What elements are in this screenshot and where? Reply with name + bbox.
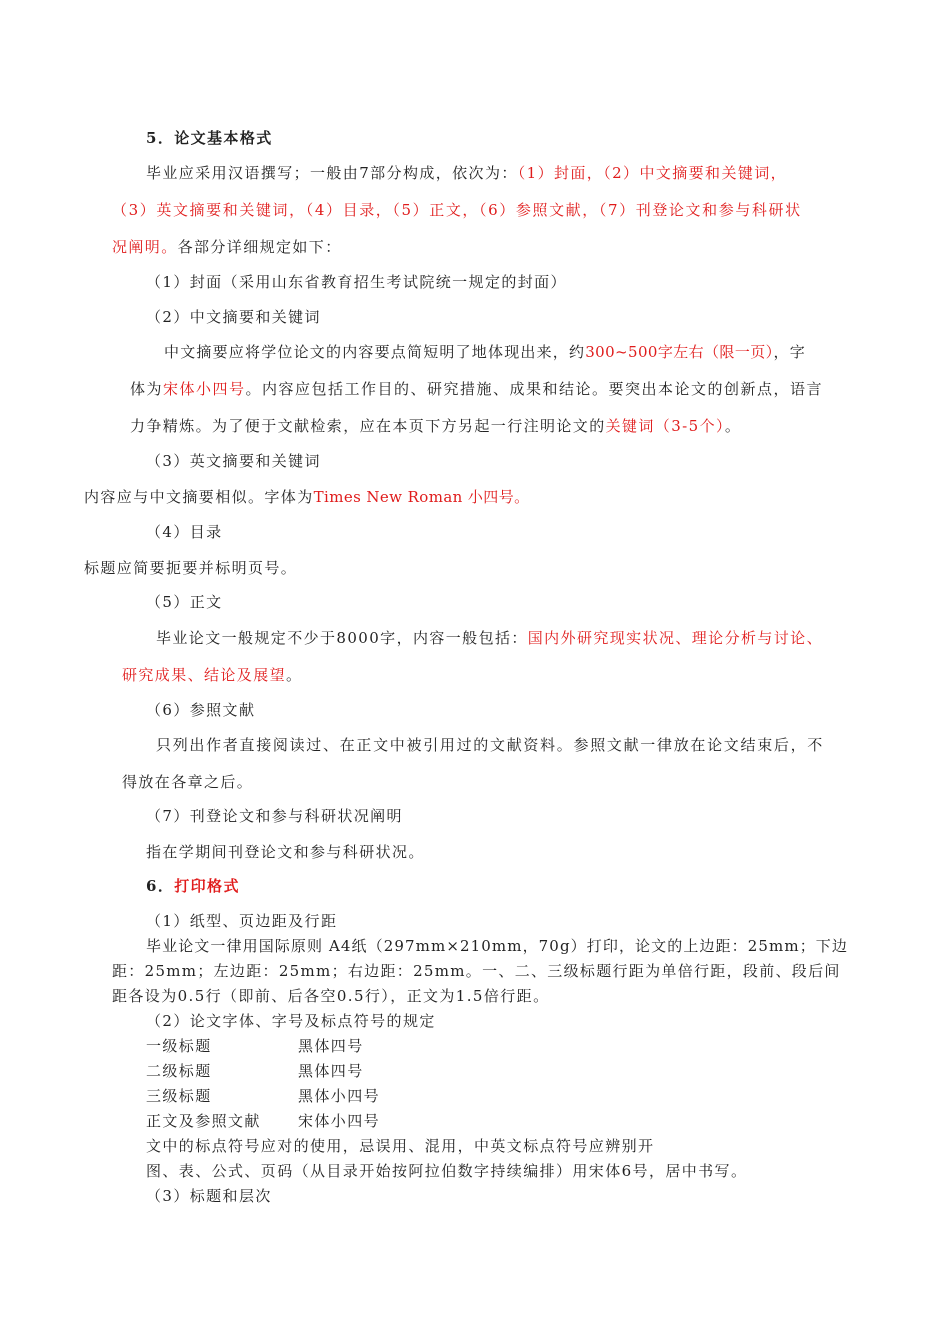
punct-text: 文中的标点符号应对的使用，忌误用、混用，中英文标点符号应辨别开 [146, 1137, 655, 1155]
sec5-intro-line-2: （3）英文摘要和关键词，（4）目录，（5）正文，（6）参照文献，（7）刊登论文和参与科研状 [112, 201, 802, 219]
cn-abstract-text-4: 。内容应包括工作目的、研究措施、成果和结论。要突出本论文的创新点，语言 [245, 380, 824, 398]
font-row-value: 宋体小四号 [298, 1112, 381, 1130]
body-text: 毕业论文一般规定不少于8000字，内容一般包括： [156, 629, 528, 647]
paper-line-1: 毕业论文一律用国际原则 A4纸（297mm×210mm，70g）打印，论文的上边距：25mm；下边 [146, 937, 848, 955]
font-row-label: 三级标题 [146, 1087, 212, 1105]
pubs-text: 指在学期间刊登论文和参与科研状况。 [146, 843, 425, 861]
cn-abstract-title: （2）中文摘要和关键词 [146, 308, 321, 326]
en-abstract-text: 内容应与中文摘要相似。字体为 [84, 488, 314, 506]
pubs-title: （7）刊登论文和参与科研状况阐明 [146, 807, 403, 825]
en-abstract-font: Times New Roman 小四号。 [313, 488, 530, 506]
font-row-label: 一级标题 [146, 1037, 212, 1055]
section-6-heading [146, 876, 240, 896]
font-row-value: 黑体小四号 [298, 1087, 381, 1105]
body-line-2 [122, 665, 302, 685]
font-row-label: 正文及参照文献 [146, 1112, 261, 1130]
body-text-end: 。 [286, 666, 303, 684]
cover-item: （1）封面（采用山东省教育招生考试院统一规定的封面） [146, 273, 567, 291]
intro-highlight-end: 况阐明。 [112, 238, 178, 256]
en-abstract-title: （3）英文摘要和关键词 [146, 452, 321, 470]
section-6-number: 6． [146, 877, 175, 895]
toc-title: （4）目录 [146, 523, 223, 541]
body-highlight: 国内外研究现实状况、理论分析与讨论、 [527, 629, 823, 647]
cn-abstract-line-2 [130, 379, 823, 399]
section-6-title: 打印格式 [174, 877, 240, 895]
cn-abstract-keywords: 关键词（3-5个） [605, 417, 725, 435]
body-highlight-2: 研究成果、结论及展望 [122, 666, 287, 684]
fonts-title: （2）论文字体、字号及标点符号的规定 [146, 1012, 436, 1030]
cn-abstract-text-6: 。 [724, 417, 742, 435]
cn-abstract-line-1 [164, 342, 806, 362]
paper-line-2: 距：25mm；左边距：25mm；右边距：25mm。一、二、三级标题行距为单倍行距，段前、段后间 [112, 962, 841, 980]
body-line-1 [156, 628, 823, 648]
paper-line-3: 距各设为0.5行（即前、后各空0.5行），正文为1.5倍行距。 [112, 987, 550, 1005]
en-abstract-line [84, 487, 530, 507]
cn-abstract-length: 300~500字左右（限一页） [585, 343, 774, 361]
cn-abstract-text-5: 力争精炼。为了便于文献检索，应在本页下方另起一行注明论文的 [130, 417, 606, 435]
body-title: （5）正文 [146, 593, 223, 611]
cn-abstract-text-3: 体为 [130, 380, 164, 398]
cn-abstract-text: 中文摘要应将学位论文的内容要点简短明了地体现出来，约 [164, 343, 586, 361]
sec5-intro-line-3 [112, 237, 342, 257]
levels-title: （3）标题和层次 [146, 1187, 272, 1205]
paper-title: （1）纸型、页边距及行距 [146, 912, 338, 930]
intro-highlight: （1）封面，（2）中文摘要和关键词， [517, 164, 788, 182]
font-row-label: 二级标题 [146, 1062, 212, 1080]
refs-line-1: 只列出作者直接阅读过、在正文中被引用过的文献资料。参照文献一律放在论文结束后，不 [156, 736, 825, 754]
section-5-heading: 5．论文基本格式 [146, 129, 273, 147]
intro-text-end: 各部分详细规定如下： [177, 238, 342, 256]
cn-abstract-font: 宋体小四号 [163, 380, 246, 398]
cn-abstract-line-3 [130, 416, 741, 436]
sec5-intro-line-1 [146, 163, 787, 183]
figures-text: 图、表、公式、页码（从目录开始按阿拉伯数字持续编排）用宋体6号，居中书写。 [146, 1162, 748, 1180]
cn-abstract-text-2: ，字 [773, 343, 806, 361]
toc-text: 标题应简要扼要并标明页号。 [84, 559, 298, 577]
refs-title: （6）参照文献 [146, 701, 256, 719]
font-row-value: 黑体四号 [298, 1062, 364, 1080]
intro-text: 毕业应采用汉语撰写；一般由7部分构成，依次为： [146, 164, 518, 182]
refs-line-2: 得放在各章之后。 [122, 773, 254, 791]
font-row-value: 黑体四号 [298, 1037, 364, 1055]
